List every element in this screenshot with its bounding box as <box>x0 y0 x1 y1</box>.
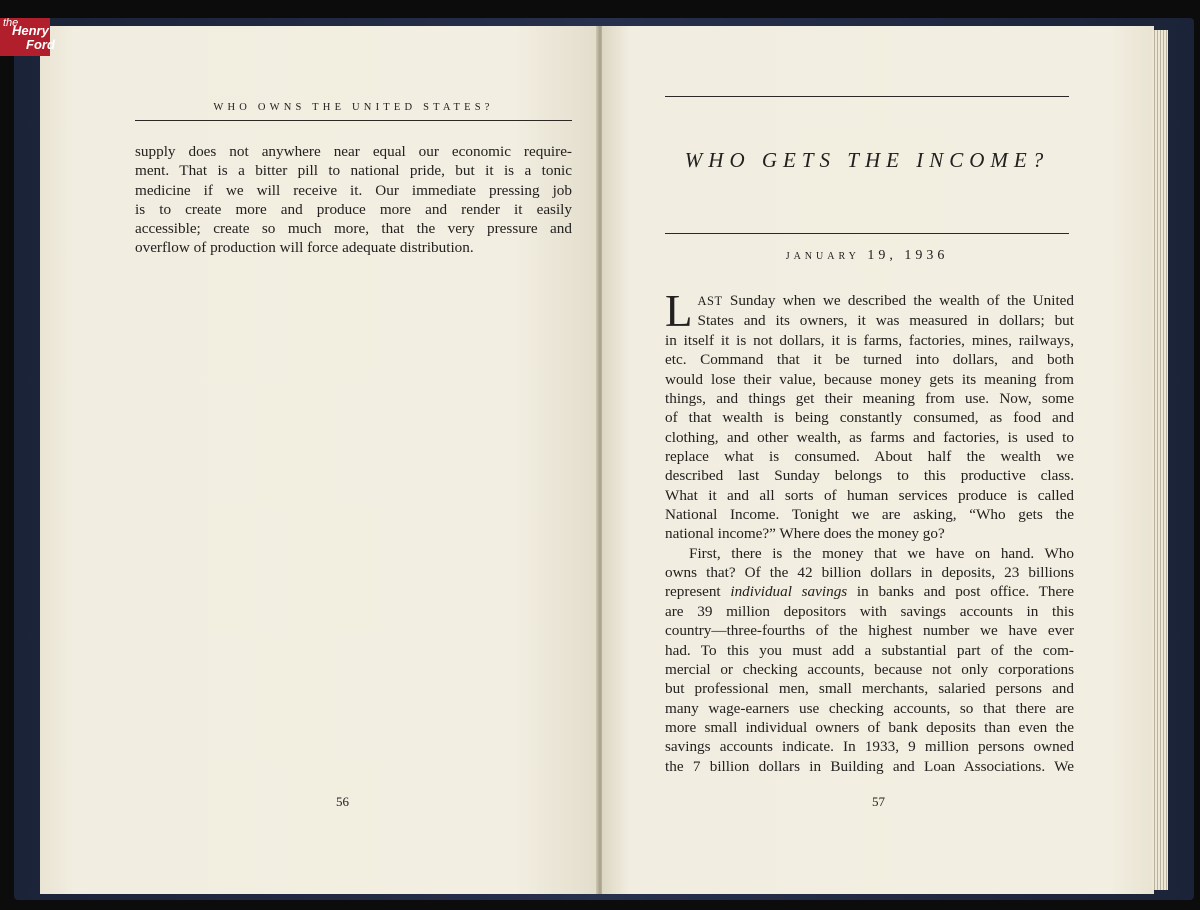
logo-ford: Ford <box>26 37 55 52</box>
text-line: National Income. Tonight we are asking, “Who gets the <box>665 506 1074 524</box>
left-page-text <box>135 142 572 258</box>
text-line: mercial or checking accounts, because not only corporations <box>665 660 1074 678</box>
chapter-rule-bottom <box>665 233 1069 234</box>
running-head-rule <box>135 120 572 121</box>
drop-cap: L <box>665 286 693 336</box>
text-line-part: represent <box>665 583 731 601</box>
text-line: What it and all sorts of human services produce is called <box>665 486 1074 504</box>
text-line: is to create more and produce more and render it easily <box>135 200 572 218</box>
text-line: replace what is consumed. About half the wealth we <box>665 448 1074 466</box>
text-line <box>665 291 1074 311</box>
text-line: country—three-fourths of the highest number we have ever <box>665 622 1074 640</box>
date-day-year: 19, 1936 <box>867 248 949 263</box>
text-line: would lose their value, because money gets its meaning from <box>665 370 1074 388</box>
running-head: WHO OWNS THE UNITED STATES? <box>213 102 494 113</box>
text-line: First, there is the money that we have on hand. Who <box>689 544 1074 562</box>
page-edges <box>1152 30 1168 890</box>
text-line: medicine if we will receive it. Our immediate pressing job <box>135 181 572 199</box>
henry-ford-logo <box>0 17 55 56</box>
text-line: many wage-earners use checking accounts, so that there are <box>665 699 1074 717</box>
text-line: more small individual owners of bank deposits than even the <box>665 718 1074 736</box>
dateline <box>665 248 1069 264</box>
text-line-rest: Sunday when we described the wealth of the United <box>722 292 1074 309</box>
text-line: of that wealth is being constantly consumed, as food and <box>665 409 1074 427</box>
first-word-smallcaps: AST <box>697 294 723 308</box>
page-number-left: 56 <box>336 794 349 809</box>
text-line: supply does not anywhere near equal our economic require- <box>135 143 572 160</box>
text-line <box>665 582 1074 601</box>
text-line: are 39 million depositors with savings accounts in this <box>665 602 1074 620</box>
left-page <box>40 26 598 894</box>
right-page-text <box>665 286 1074 776</box>
text-line: the 7 billion dollars in Building and Loan Associations. We <box>665 757 1074 775</box>
text-line: things, and things get their meaning from use. Now, some <box>665 390 1074 408</box>
text-line: etc. Command that it be turned into dollars, and both <box>665 351 1074 369</box>
text-line-part: in banks and post office. There <box>856 583 1074 601</box>
right-page <box>602 26 1154 894</box>
text-line: States and its owners, it was measured in dollars; but <box>697 312 1074 330</box>
logo-henry: Henry <box>12 23 49 38</box>
text-line: savings accounts indicate. In 1933, 9 million persons owned <box>665 738 1074 756</box>
logo-the: the <box>3 17 19 29</box>
text-line: national income?” Where does the money go? <box>665 525 945 543</box>
chapter-title: WHO GETS THE INCOME? <box>684 148 1050 172</box>
text-line: ment. That is a bitter pill to national pride, but it is a tonic <box>135 162 572 180</box>
page-number-right: 57 <box>872 794 885 809</box>
text-line: clothing, and other wealth, as farms and factories, is used to <box>665 428 1074 446</box>
text-line: had. To this you must add a substantial part of the com- <box>665 641 1074 659</box>
text-line: but professional men, small merchants, salaried persons and <box>665 680 1074 698</box>
text-line: accessible; create so much more, that the very pressure and <box>135 220 572 238</box>
text-line: described last Sunday belongs to this productive class. <box>665 467 1074 485</box>
text-line: in itself it is not dollars, it is farms, factories, mines, railways, <box>665 332 1074 349</box>
text-line: overflow of production will force adequate distribution. <box>135 239 474 257</box>
chapter-rule-top <box>665 96 1069 97</box>
text-line: owns that? Of the 42 billion dollars in deposits, 23 billions <box>665 564 1074 582</box>
date-month: JANUARY <box>785 251 860 262</box>
italic-phrase: individual savings <box>730 583 848 601</box>
